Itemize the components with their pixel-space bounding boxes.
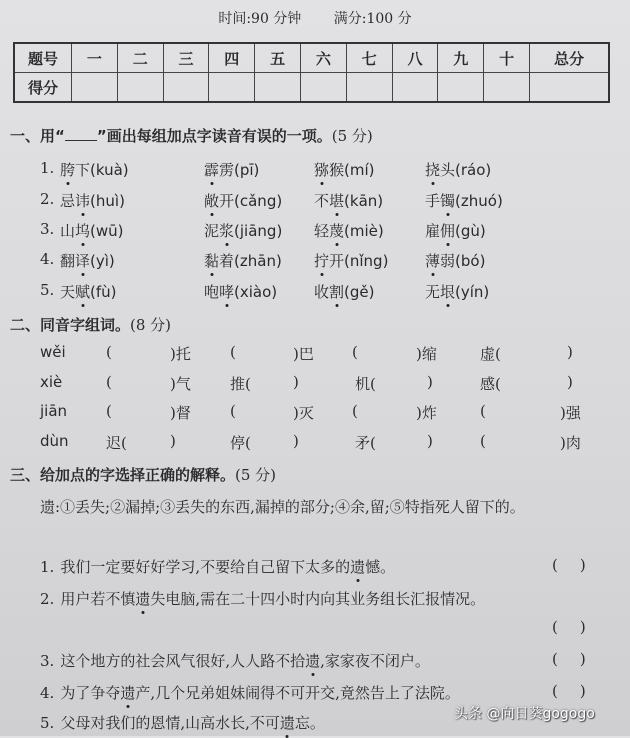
answer-blank-close[interactable]: ) — [427, 373, 433, 391]
section2-row — [40, 402, 600, 424]
question-text: 产,几个兄弟姐妹闹得不可开交,竟然告上了法院。 — [135, 684, 460, 702]
dotted-character: 挠 — [425, 161, 441, 179]
score-cell[interactable] — [346, 73, 392, 103]
answer-blank-open[interactable]: ( — [106, 343, 112, 361]
word-part: 下(kuà) — [75, 161, 129, 179]
answer-blank-close[interactable]: )灭 — [293, 404, 314, 422]
word-option[interactable] — [314, 159, 375, 180]
col-4: 四 — [209, 43, 255, 73]
answer-blank-close[interactable]: )缩 — [416, 345, 437, 363]
answer-blank-close[interactable]: )巴 — [293, 345, 314, 363]
word-option[interactable] — [425, 190, 503, 211]
word-part: 手 — [425, 192, 441, 210]
word-part: 着(zhān) — [219, 252, 282, 270]
dotted-character: 遗 — [279, 714, 295, 732]
word-part: 雇 — [425, 222, 441, 240]
section2-title — [10, 314, 171, 335]
col-8: 八 — [392, 43, 438, 73]
word-part: 弱(bó) — [440, 252, 486, 270]
word-part: (gě) — [344, 283, 375, 301]
dotted-character: 镯 — [440, 192, 456, 210]
word-part: (huì) — [90, 192, 125, 210]
dotted-character: 坞 — [75, 222, 91, 240]
word-option[interactable] — [204, 159, 259, 180]
answer-blank-open[interactable]: ( — [230, 402, 236, 420]
pinyin-label: wěi — [40, 343, 66, 361]
question-text: 用户若不慎 — [60, 590, 136, 608]
dotted-character: 浆 — [219, 222, 235, 240]
answer-blank-open[interactable]: 机( — [355, 375, 376, 393]
question-number: 3. — [40, 652, 55, 670]
answer-blank-open[interactable]: 感( — [480, 375, 501, 393]
dotted-character: 敞 — [204, 192, 220, 210]
answer-blank-close[interactable]: ) — [293, 373, 299, 391]
pinyin-label: xiè — [40, 373, 63, 391]
word-part: 山 — [60, 222, 76, 240]
col-total: 总分 — [530, 43, 610, 73]
word-option[interactable] — [425, 281, 489, 302]
answer-blank-open[interactable]: ( — [230, 343, 236, 361]
answer-blank-close[interactable]: )肉 — [560, 434, 581, 452]
question-text: 忘。 — [294, 714, 325, 732]
col-3: 三 — [163, 43, 209, 73]
score-table-score-row — [14, 73, 609, 103]
pinyin-label: jiān — [40, 402, 68, 420]
answer-blank-open[interactable]: 矛( — [355, 434, 376, 452]
answer-blank-close[interactable]: )强 — [560, 404, 581, 422]
score-cell[interactable] — [163, 73, 209, 103]
answer-blank-close[interactable]: ) — [567, 373, 573, 391]
word-part: 开(nǐng) — [329, 252, 389, 270]
answer-parentheses[interactable]: () — [552, 682, 608, 700]
exam-time: 时间:90 分钟 — [218, 11, 302, 27]
col-5: 五 — [255, 43, 301, 73]
score-cell[interactable] — [117, 73, 163, 103]
section1-title-post: ”画出每组加点字读音有误的一项。 — [96, 127, 332, 145]
word-option[interactable] — [204, 250, 282, 271]
answer-blank-open[interactable]: 停( — [230, 434, 251, 452]
section2-row — [40, 432, 600, 454]
question-text: 我们一定要好好学习,不要给自己留下太多的 — [60, 558, 351, 576]
word-part: 天 — [60, 283, 76, 301]
word-option[interactable] — [314, 281, 375, 302]
question-text: 为了争夺 — [60, 684, 121, 702]
watermark: 头条 @向日葵gogogo — [454, 706, 595, 722]
question-text: 憾。 — [365, 558, 396, 576]
col-10: 十 — [484, 43, 530, 73]
score-cell[interactable] — [438, 73, 484, 103]
answer-blank-open[interactable]: 推( — [230, 375, 251, 393]
section1-title-pre: 一、用“ — [10, 127, 65, 145]
question-item — [40, 588, 485, 609]
question-item — [40, 712, 325, 733]
word-option[interactable] — [60, 250, 115, 271]
word-option[interactable] — [314, 250, 388, 271]
word-part: 猴(mí) — [329, 161, 375, 179]
dotted-character: 遗 — [135, 590, 151, 608]
question-number: 4. — [40, 684, 55, 702]
row-number: 2. — [40, 190, 55, 208]
word-option[interactable] — [425, 159, 491, 180]
word-part: (kān) — [344, 192, 384, 210]
score-cell[interactable] — [255, 73, 301, 103]
word-part: (fù) — [90, 283, 117, 301]
answer-blank-close[interactable]: ) — [427, 432, 433, 450]
answer-blank-close[interactable]: ) — [293, 432, 299, 450]
row-label-question-number: 题号 — [14, 43, 72, 73]
score-table — [13, 42, 610, 103]
section3-title-text: 三、给加点的字选择正确的解释。 — [10, 466, 236, 484]
score-cell-total[interactable] — [530, 73, 610, 103]
question-item — [40, 682, 460, 703]
row-number: 4. — [40, 250, 55, 268]
section2-row — [40, 343, 600, 365]
dotted-character: 薄 — [425, 252, 441, 270]
answer-blank-close[interactable]: ) — [567, 343, 573, 361]
section3-title — [10, 464, 276, 485]
col-9: 九 — [438, 43, 484, 73]
answer-parentheses[interactable]: () — [552, 556, 608, 574]
exam-full-score: 满分:100 分 — [333, 11, 412, 27]
word-part: (zhuó) — [455, 192, 503, 210]
section2-row — [40, 373, 600, 395]
word-part: (yín) — [455, 283, 490, 301]
answer-blank-open[interactable]: ( — [352, 343, 358, 361]
word-part: (jiāng) — [234, 222, 283, 240]
answer-blank-open[interactable]: 虚( — [480, 345, 501, 363]
score-cell[interactable] — [72, 73, 118, 103]
score-cell[interactable] — [484, 73, 530, 103]
row-number: 1. — [40, 159, 55, 177]
dotted-character: 猕 — [314, 161, 330, 179]
section3-points: (5 分) — [235, 466, 277, 484]
word-option[interactable] — [314, 190, 383, 211]
answer-blank-close[interactable]: ) — [170, 432, 176, 450]
score-table-header-row — [14, 43, 609, 73]
answer-blank-close[interactable]: )气 — [170, 375, 191, 393]
dotted-character: 遗 — [120, 684, 136, 702]
word-part: 不 — [314, 192, 330, 210]
word-part: 收 — [314, 283, 330, 301]
score-cell[interactable] — [209, 73, 255, 103]
answer-blank-open[interactable]: ( — [480, 432, 486, 450]
answer-blank-close[interactable]: )炸 — [416, 404, 437, 422]
dotted-character: 割 — [329, 283, 345, 301]
answer-blank-close[interactable]: )托 — [170, 345, 191, 363]
word-part: (xiào) — [234, 283, 278, 301]
col-7: 七 — [346, 43, 392, 73]
question-text: ,家家夜不闭户。 — [320, 652, 430, 670]
word-part: (miè) — [344, 222, 384, 240]
word-part: 雳(pī) — [219, 161, 260, 179]
answer-blank-open[interactable]: ( — [480, 402, 486, 420]
word-part: 无 — [425, 283, 441, 301]
word-part: 轻 — [314, 222, 330, 240]
row-number: 3. — [40, 220, 55, 238]
answer-blank-open[interactable]: ( — [106, 373, 112, 391]
answer-blank-open[interactable]: ( — [106, 402, 112, 420]
dotted-character: 译 — [75, 252, 91, 270]
section2-title-text: 二、同音字组词。 — [10, 316, 131, 334]
underline-blank — [65, 126, 97, 141]
dotted-character: 拧 — [314, 252, 330, 270]
question-item — [40, 650, 430, 671]
word-part: 忌 — [60, 192, 76, 210]
section1-points: (5 分) — [331, 127, 373, 145]
section2-points: (8 分) — [130, 316, 172, 334]
dotted-character: 哮 — [219, 283, 235, 301]
col-2: 二 — [117, 43, 163, 73]
word-part: 开(cǎng) — [219, 192, 283, 210]
definition-text: 遗:①丢失;②漏掉;③丢失的东西,漏掉的部分;④余,留;⑤特指死人留下的。 — [40, 498, 525, 516]
score-cell[interactable] — [300, 73, 346, 103]
word-part: (gù) — [455, 222, 486, 240]
row-label-score: 得分 — [14, 73, 72, 103]
exam-header — [0, 8, 630, 28]
word-option[interactable] — [425, 250, 485, 271]
dotted-character: 堪 — [329, 192, 345, 210]
pinyin-label: dùn — [40, 432, 69, 450]
answer-blank-open[interactable]: 迟( — [106, 434, 127, 452]
question-text: 这个地方的社会风气很好,人人路不拾 — [60, 652, 306, 670]
answer-parentheses[interactable]: () — [552, 650, 608, 668]
dotted-character: 黏 — [204, 252, 220, 270]
word-option[interactable] — [60, 190, 125, 211]
word-part: (yì) — [90, 252, 115, 270]
question-text: 父母对我们的恩情,山高水长,不可 — [60, 714, 280, 732]
dotted-character: 胯 — [60, 161, 76, 179]
row-number: 5. — [40, 281, 55, 299]
word-option[interactable] — [60, 159, 129, 180]
dotted-character: 佣 — [440, 222, 456, 240]
word-part: 咆 — [204, 283, 220, 301]
word-option[interactable] — [204, 190, 282, 211]
word-part: 泥 — [204, 222, 220, 240]
question-text: 失电脑,需在二十四小时内向其业务组长汇报情况。 — [150, 590, 486, 608]
word-option[interactable] — [314, 220, 384, 241]
answer-blank-open[interactable]: ( — [352, 402, 358, 420]
col-6: 六 — [300, 43, 346, 73]
answer-blank-close[interactable]: )督 — [170, 404, 191, 422]
question-item — [40, 556, 395, 577]
dotted-character: 遗 — [305, 652, 321, 670]
answer-parentheses[interactable]: () — [552, 618, 608, 636]
word-option[interactable] — [425, 220, 486, 241]
word-part: (wū) — [90, 222, 124, 240]
word-option[interactable] — [204, 220, 282, 241]
col-1: 一 — [72, 43, 118, 73]
dotted-character: 讳 — [75, 192, 91, 210]
word-part: 翻 — [60, 252, 76, 270]
question-number: 2. — [40, 590, 55, 608]
question-number: 5. — [40, 714, 55, 732]
dotted-character: 垠 — [440, 283, 456, 301]
question-number: 1. — [40, 558, 55, 576]
section1-title — [10, 125, 373, 146]
word-option[interactable] — [60, 281, 117, 302]
word-option[interactable] — [204, 281, 277, 302]
dotted-character: 遗 — [350, 558, 366, 576]
word-option[interactable] — [60, 220, 124, 241]
word-part: 头(ráo) — [440, 161, 492, 179]
dotted-character: 霹 — [204, 161, 220, 179]
dotted-character: 赋 — [75, 283, 91, 301]
score-cell[interactable] — [392, 73, 438, 103]
dotted-character: 蔑 — [329, 222, 345, 240]
